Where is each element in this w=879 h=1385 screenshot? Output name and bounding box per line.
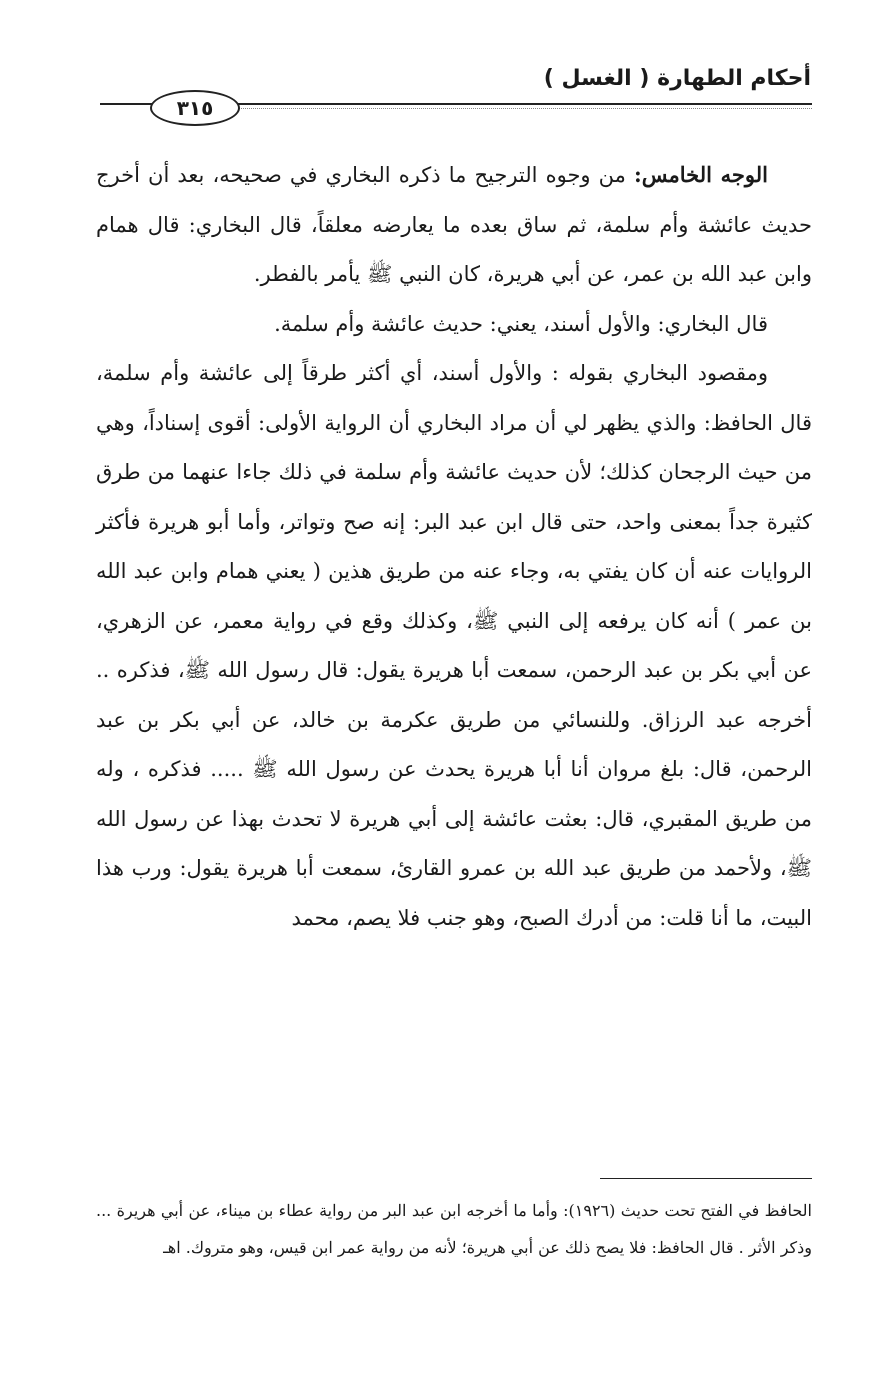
paragraph-1-text: من وجوه الترجيح ما ذكره البخاري في صحيحه، بعد أن أخرج حديث عائشة وأم سلمة، ثم ساق بعده ما يعارضه معلقاً، قال البخاري: قال همام وابن عبد الله بن عمر، عن أبي هريرة، كان النبي ﷺ يأمر بالفطر. bbox=[96, 163, 812, 286]
paragraph-2: قال البخاري: والأول أسند، يعني: حديث عائشة وأم سلمة. bbox=[274, 311, 768, 336]
running-title: أحكام الطهارة ( الغسل ) bbox=[543, 66, 811, 91]
page-number: ٣١٥ bbox=[150, 90, 240, 126]
footnote bbox=[96, 1192, 812, 1266]
section-lead: الوجه الخامس: bbox=[633, 162, 768, 187]
footnote-separator bbox=[600, 1178, 812, 1179]
paragraph-3: ومقصود البخاري بقوله : والأول أسند، أي أكثر طرقاً إلى عائشة وأم سلمة، قال الحافظ: والذي يظهر لي أن مراد البخاري أن الرواية الأولى: أقوى إسناداً، وهي من حيث الرجحان كذلك؛ لأن حديث عائشة وأم سلمة في ذلك جاءا عنهما من طرق كثيرة جداً بمعنى واحد، حتى قال ابن عبد البر: إنه صح وتواتر، وأما أبو هريرة فأكثر الروايات عنه أن كان يفتي به، وجاء عنه من طريق هذين ( يعني همام وابن عبد الله بن عمر ) أنه كان يرفعه إلى النبي ﷺ، وكذلك وقع في رواية معمر، عن الزهري، عن أبي بكر بن عبد الرحمن، سمعت أبا هريرة يقول: قال رسول الله ﷺ، فذكره .. أخرجه عبد الرزاق. وللنسائي من طريق عكرمة بن خالد، عن أبي بكر بن عبد الرحمن، قال: بلغ مروان أنا أبا هريرة يحدث عن رسول الله ﷺ ..... فذكره ، وله من طريق المقبري، قال: بعثت عائشة إلى أبي هريرة لا تحدث بهذا عن رسول الله ﷺ، ولأحمد من طريق عبد الله بن عمرو القارئ، سمعت أبا هريرة يقول: ورب هذا البيت، ما أنا قلت: من أدرك الصبح، وهو جنب فلا يصم، محمد bbox=[96, 361, 812, 930]
paragraph-1 bbox=[96, 150, 812, 300]
footnote-text: الحافظ في الفتح تحت حديث (١٩٢٦): وأما ما أخرجه ابن عبد البر من رواية عطاء بن ميناء، عن أبي هريرة ... وذكر الأثر . قال الحافظ: فلا يصح ذلك عن أبي هريرة؛ لأنه من رواية عمر ابن قيس، وهو متروك. اهـ bbox=[96, 1201, 813, 1257]
header-decorative-rule bbox=[230, 108, 812, 109]
main-text bbox=[96, 150, 812, 943]
